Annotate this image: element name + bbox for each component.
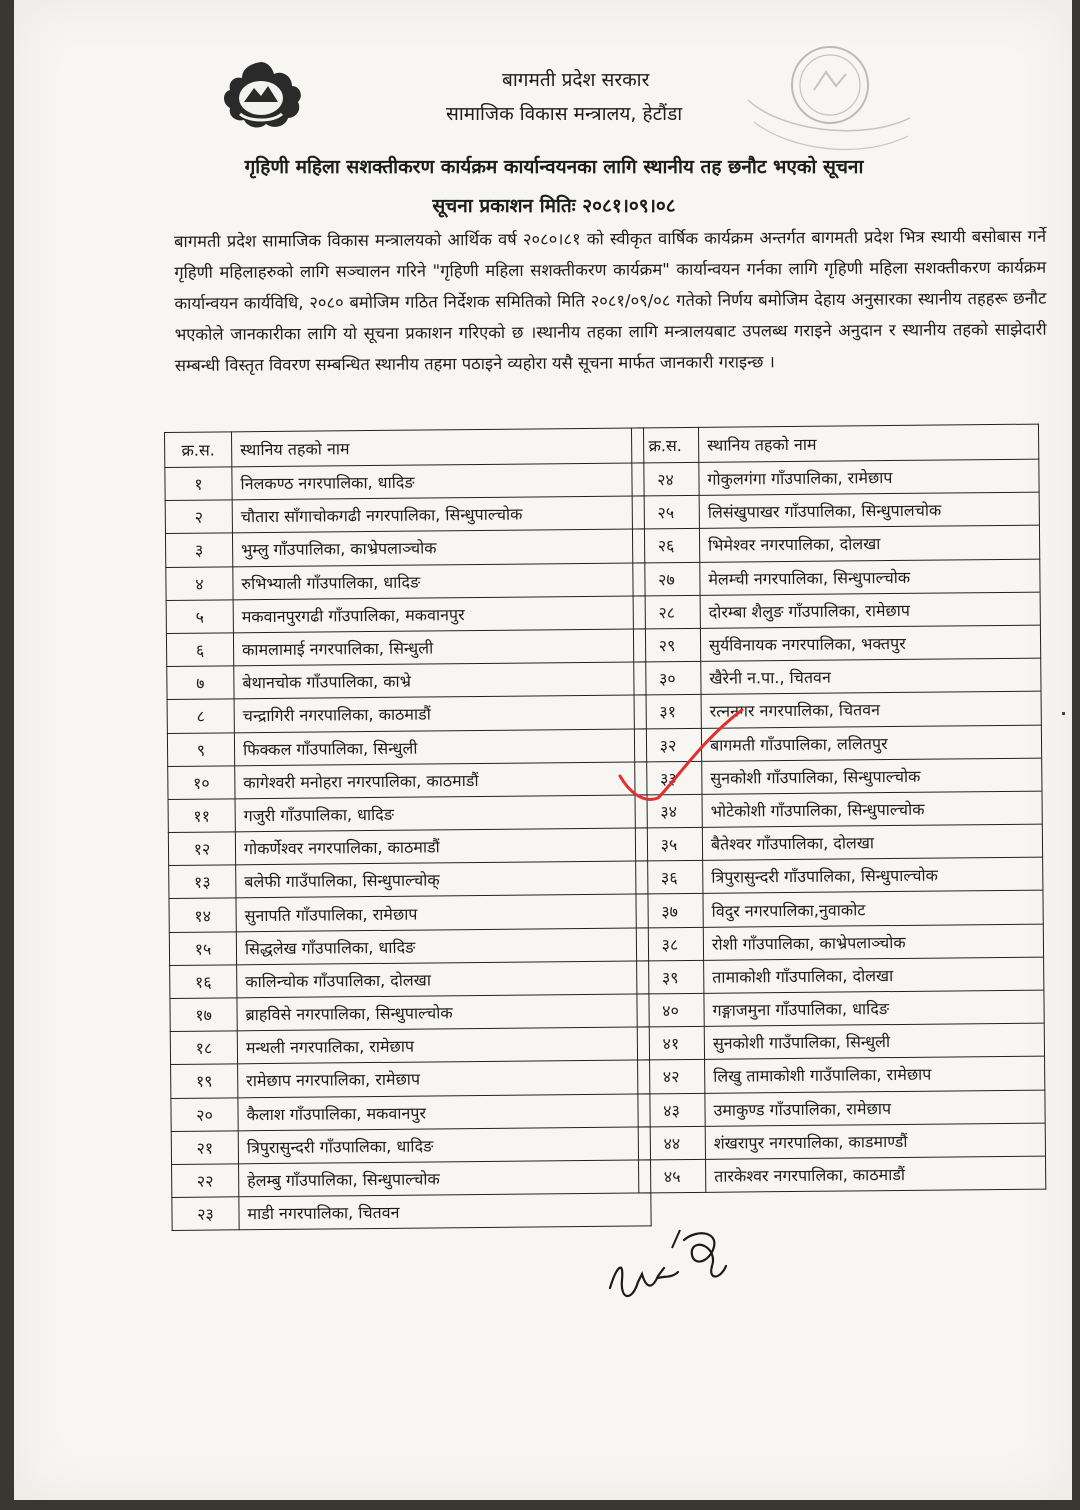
table-row	[169, 861, 648, 899]
table-row	[637, 957, 1044, 994]
serial-number: २८	[633, 595, 700, 629]
table-row	[170, 961, 649, 999]
local-level-name: चन्द्रागिरी नगरपालिका, काठमाडौं	[234, 695, 646, 732]
table-row	[637, 1023, 1044, 1060]
local-level-name: मन्थली नगरपालिका, रामेछाप	[237, 1027, 649, 1064]
serial-number: ४२	[638, 1060, 705, 1094]
local-level-name: बलेफी गाउँपालिका, सिन्धुपाल्चोक्	[236, 861, 648, 898]
serial-number: २२	[172, 1164, 239, 1198]
serial-number: १९	[171, 1064, 238, 1098]
table-row	[636, 924, 1043, 961]
serial-number: १३	[169, 865, 236, 899]
local-level-name: कामलामाई नगरपालिका, सिन्धुली	[233, 629, 645, 666]
table-row	[633, 592, 1040, 629]
table-row	[632, 459, 1039, 496]
local-level-name: कालिन्चोक गाँउपालिका, दोलखा	[237, 961, 649, 998]
serial-number: ४०	[637, 993, 704, 1027]
serial-number: ३३	[635, 761, 702, 795]
table-row	[633, 625, 1040, 662]
header-name: स्थानिय तहको नाम	[232, 428, 644, 467]
local-level-name: मेलम्ची नगरपालिका, सिन्धुपाल्चोक	[700, 559, 1040, 595]
local-level-name: खैरेनी न.पा., चितवन	[701, 658, 1041, 694]
serial-number: १६	[170, 965, 237, 999]
local-level-name: गोकर्णेश्वर नगरपालिका, काठमाडौं	[235, 828, 647, 865]
serial-number: ३९	[637, 960, 704, 994]
local-level-name: सुनापति गाँउपालिका, रामेछाप	[236, 894, 648, 931]
local-level-name: रत्ननगर नगरपालिका, चितवन	[701, 691, 1041, 727]
table-row	[166, 629, 645, 667]
serial-number: १७	[170, 998, 237, 1032]
table-row	[165, 529, 644, 567]
document-page	[14, 0, 1072, 1500]
table-row	[172, 1193, 651, 1231]
serial-number: ३१	[634, 695, 701, 729]
table-row	[167, 728, 646, 766]
table-row	[639, 1156, 1046, 1193]
notice-date: सूचना प्रकाशन मितिः २०८१।०९।०८	[432, 195, 676, 217]
table-row	[171, 1093, 650, 1131]
table-row	[633, 559, 1040, 596]
local-level-name: रामेछाप नगरपालिका, रामेछाप	[238, 1060, 650, 1097]
local-level-name: लिखु तामाकोशी गाउँपालिका, रामेछाप	[705, 1056, 1045, 1092]
table-row	[638, 1123, 1045, 1160]
ministry-name: सामाजिक विकास मन्त्रालय, हेटौंडा	[446, 103, 683, 125]
local-level-name: चौतारा साँगाचोकगढी नगरपालिका, सिन्धुपाल्चोक	[232, 496, 644, 533]
serial-number: २	[165, 500, 232, 534]
serial-number: ३	[165, 533, 232, 567]
paper-speck	[1062, 712, 1065, 715]
serial-number: १०	[168, 766, 235, 800]
local-level-name: सुनकोशी गाँउपालिका, सिन्धुपाल्चोक	[702, 758, 1042, 794]
table-row	[172, 1160, 651, 1198]
local-level-name: तारकेश्वर नगरपालिका, काठमाडौं	[706, 1156, 1046, 1192]
table-row	[635, 824, 1042, 861]
table-right-body	[632, 459, 1046, 1193]
serial-number: ९	[167, 732, 234, 766]
local-level-name: शंखरापुर नगरपालिका, काडमाण्डौं	[705, 1123, 1045, 1159]
local-level-name: बेथानचोक गाँउपालिका, काभ्रे	[234, 662, 646, 699]
table-header-row	[165, 428, 644, 468]
local-level-name: रोशी गाँउपालिका, काभ्रेपलाञ्चोक	[703, 924, 1043, 960]
serial-number: ३४	[635, 794, 702, 828]
table-row	[636, 857, 1043, 894]
serial-number: ४४	[638, 1126, 705, 1160]
table-row	[632, 525, 1039, 562]
table-row	[636, 891, 1043, 928]
serial-number: ८	[167, 699, 234, 733]
serial-number: ३०	[634, 661, 701, 695]
table-left	[164, 427, 652, 1231]
table-row	[167, 695, 646, 733]
table-row	[638, 1056, 1045, 1093]
local-level-name: सुर्यविनायक नगरपालिका, भक्तपुर	[700, 625, 1040, 661]
serial-number: ११	[168, 799, 235, 833]
nepal-emblem-icon	[218, 56, 304, 134]
table-row	[166, 596, 645, 634]
local-level-name: गङ्गाजमुना गाँउपालिका, धादिङ	[704, 990, 1044, 1026]
table-row	[165, 496, 644, 534]
serial-number: १२	[168, 832, 235, 866]
local-level-name: मकवानपुरगढी गाँउपालिका, मकवानपुर	[233, 596, 645, 633]
local-level-name: त्रिपुरासुन्दरी गाँउपालिका, धादिङ	[238, 1127, 650, 1164]
serial-number: २९	[633, 628, 700, 662]
serial-number: ४५	[639, 1159, 706, 1193]
local-level-name: त्रिपुरासुन्दरी गाँउपालिका, सिन्धुपाल्चोक	[703, 857, 1043, 893]
serial-number: २७	[633, 562, 700, 596]
local-level-name: लिसंखुपाखर गाँउपालिका, सिन्धुपालचोक	[699, 492, 1039, 528]
table-row	[168, 762, 647, 800]
local-level-name: निलकण्ठ नगरपालिका, धादिङ	[232, 463, 644, 500]
local-level-name: कागेश्वरी मनोहरा नगरपालिका, काठमाडौं	[235, 762, 647, 799]
table-row	[171, 1127, 650, 1165]
table-row	[637, 990, 1044, 1027]
serial-number: ३६	[636, 861, 703, 895]
table-row	[634, 658, 1041, 695]
serial-number: २४	[632, 462, 699, 496]
notice-body: बागमती प्रदेश सामाजिक विकास मन्त्रालयको आर्थिक वर्ष २०८०।८१ को स्वीकृत वार्षिक कार्यक्रम अन्तर्गत बागमती प्रदेश भित्र स्थायी बसोबास गर्ने गृहिणी महिलाहरुको लागि सञ्चालन गरिने "गृहिणी महिला सशक्तीकरण कार्यक्रम" कार्यान्वयन गर्नका लागि गृहिणी महिला सशक्तीकरण कार्यक्रम कार्यान्वयन कार्यविधि, २०८० बमोजिम गठित निर्देशक समितिको मिति २०८१/०९/०८ गतेको निर्णय बमोजिम देहाय अनुसारका स्थानीय तहहरू छनौट भएकोले जानकारीका लागि यो सूचना प्रकाशन गरिएको छ ।स्थानीय तहका लागि मन्त्रालयबाट उपलब्ध गराइने अनुदान र स्थानीय तहको साझेदारी सम्बन्धी विस्तृत विवरण सम्बन्धित स्थानीय तहमा पठाइने व्यहोरा यसै सूचना मार्फत जानकारी गराइन्छ ।	[174, 226, 1047, 375]
header-serial: क्र.स.	[631, 427, 698, 463]
local-level-name: फिक्कल गाँउपालिका, सिन्धुली	[234, 728, 646, 765]
local-level-name: गजुरी गाँउपालिका, धादिङ	[235, 795, 647, 832]
header-name: स्थानिय तहको नाम	[698, 424, 1038, 462]
table-row	[167, 662, 646, 700]
table-row	[638, 1090, 1045, 1127]
government-name: बागमती प्रदेश सरकार	[502, 69, 650, 91]
serial-number: १४	[169, 898, 236, 932]
local-level-name: भुम्लु गाँउपालिका, काभ्रेपलाञ्चोक	[232, 529, 644, 566]
serial-number: ३५	[635, 827, 702, 861]
local-level-name: सुनकोशी गाउँपालिका, सिन्धुली	[704, 1023, 1044, 1059]
serial-number: २०	[171, 1097, 238, 1131]
serial-number: २१	[171, 1131, 238, 1165]
serial-number: २५	[632, 496, 699, 530]
serial-number: ४१	[637, 1027, 704, 1061]
serial-number: २३	[172, 1197, 239, 1231]
local-level-name: भोटेकोशी गाँउपालिका, सिन्धुपाल्चोक	[702, 791, 1042, 827]
serial-number: ७	[167, 666, 234, 700]
notice-title: गृहिणी महिला सशक्तीकरण कार्यक्रम कार्यान्वयनका लागि स्थानीय तह छनौट भएको सूचना	[244, 156, 864, 178]
table-row	[168, 828, 647, 866]
serial-number: ३८	[636, 927, 703, 961]
serial-number: ४३	[638, 1093, 705, 1127]
serial-number: १८	[170, 1031, 237, 1065]
serial-number: ४	[166, 566, 233, 600]
local-level-name: बागमती गाँउपालिका, ललितपुर	[701, 725, 1041, 761]
serial-number: १	[165, 467, 232, 501]
table-row	[632, 492, 1039, 529]
local-level-name: तामाकोशी गाँउपालिका, दोलखा	[704, 957, 1044, 993]
table-row	[168, 795, 647, 833]
serial-number: ५	[166, 600, 233, 634]
local-level-name: भिमेश्वर नगरपालिका, दोलखा	[699, 525, 1039, 561]
header-serial: क्र.स.	[165, 432, 232, 468]
table-row	[165, 463, 644, 501]
local-level-name: हेलम्बु गाँउपालिका, सिन्धुपाल्चोक	[239, 1160, 651, 1197]
table-row	[169, 927, 648, 965]
local-level-name: दोरम्बा शैलुङ गाँउपालिका, रामेछाप	[700, 592, 1040, 628]
local-level-name: सिद्धलेख गाँउपालिका, धादिङ	[236, 927, 648, 964]
local-level-name: ब्राहविसे नगरपालिका, सिन्धुपाल्चोक	[237, 994, 649, 1031]
local-level-name: गोकुलगंगा गाँउपालिका, रामेछाप	[699, 459, 1039, 495]
local-level-name: कैलाश गाँउपालिका, मकवानपुर	[238, 1093, 650, 1130]
table-header-row	[631, 424, 1038, 463]
serial-number: १५	[169, 931, 236, 965]
serial-number: ३२	[634, 728, 701, 762]
table-row	[169, 894, 648, 932]
table-left-body	[165, 463, 651, 1231]
local-level-name: उमाकुण्ड गाँउपालिका, रामेछाप	[705, 1090, 1045, 1126]
signature-icon	[602, 1218, 742, 1310]
local-level-name: विदुर नगरपालिका,नुवाकोट	[703, 891, 1043, 927]
table-row	[170, 1027, 649, 1065]
table-row	[171, 1060, 650, 1098]
table-row	[166, 562, 645, 600]
serial-number: ६	[166, 633, 233, 667]
local-level-name: माडी नगरपालिका, चितवन	[239, 1193, 651, 1230]
table-row	[170, 994, 649, 1032]
local-level-name: रुभिभ्याली गाँउपालिका, धादिङ	[233, 562, 645, 599]
red-tick-mark-icon	[614, 700, 754, 820]
serial-number: ३७	[636, 894, 703, 928]
local-level-name: बैतेश्वर गाँउपालिका, दोलखा	[702, 824, 1042, 860]
serial-number: २६	[632, 529, 699, 563]
